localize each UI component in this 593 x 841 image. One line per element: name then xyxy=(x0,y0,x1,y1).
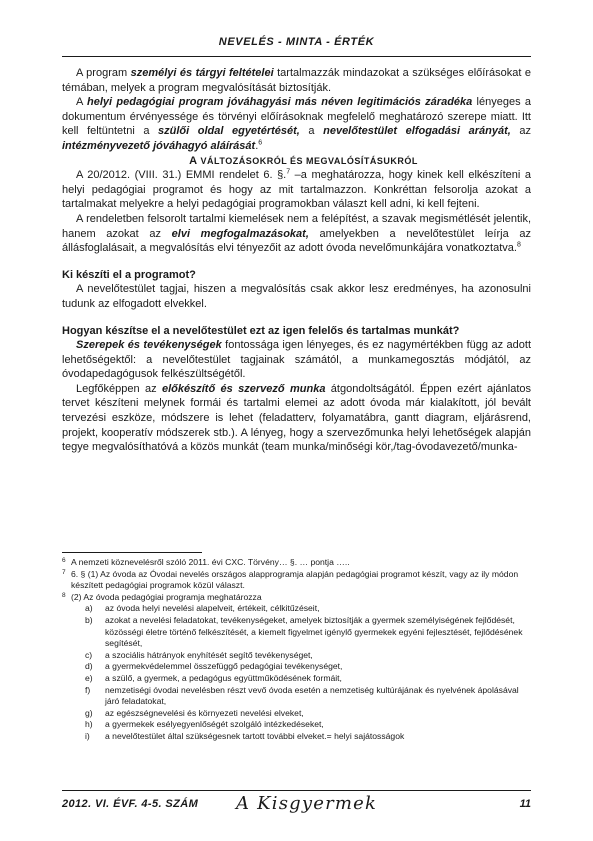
footnote-text: A nemzeti köznevelésről szóló 2011. évi CXC. Törvény… §. … pontja ….. xyxy=(71,557,350,567)
footnote-rule xyxy=(62,552,202,553)
footnote-ref[interactable]: 6 xyxy=(258,139,263,147)
list-item xyxy=(85,708,531,720)
list-text: a gyermekvédelemmel összefüggő pedagógiai tevékenységet, xyxy=(105,661,343,672)
list-text: az egészségnevelési és környezeti nevelési elveket, xyxy=(105,707,304,718)
text-run: . xyxy=(255,139,259,152)
footnote-ref[interactable]: 7 xyxy=(286,168,291,176)
paragraph-planning xyxy=(62,382,531,455)
list-marker: b) xyxy=(85,614,93,625)
text-run: Legfőképpen az xyxy=(76,382,162,395)
list-item xyxy=(85,650,531,662)
footnote-number: 7 xyxy=(62,568,66,576)
list-marker: c) xyxy=(85,649,93,660)
list-text: a szülő, a gyermek, a pedagógus együttműködésének formáit, xyxy=(105,672,342,683)
page-number: 11 xyxy=(519,798,531,810)
list-text: a szociális hátrányok enyhítését segítő tevékenységet, xyxy=(105,649,313,660)
paragraph-who: A nevelőtestület tagjai, hiszen a megvalósítás csak akkor lesz eredményes, ha azonosulni tudunk az elfogadott elvekkel. xyxy=(62,283,531,310)
section-heading xyxy=(62,154,531,169)
list-text: a nevelőtestület által szükségesnek tartott további elveket.= helyi sajátosságok xyxy=(105,730,405,741)
journal-title: A Kisgyermek xyxy=(236,793,378,814)
list-marker: g) xyxy=(85,707,93,718)
list-marker: f) xyxy=(85,684,91,695)
text-run: lényeges a dokumentum érvényessége és törvényi előírásoknak megfelelő meghatározó szerepe miatt. Itt kell feltüntetni a xyxy=(62,96,531,138)
paragraph-roles xyxy=(62,338,531,382)
emphasis: elvi megfogalmazásokat, xyxy=(171,227,309,240)
footnote-text: 6. § (1) Az óvoda az Óvodai nevelés országos alapprogramja alapján pedagógiai programot készít, vagy az ily módon készített pedagógiai programok közül választ. xyxy=(71,568,519,591)
running-header: NEVELÉS - MINTA - ÉRTÉK xyxy=(218,36,375,48)
text-run: A xyxy=(76,96,88,109)
footer-rule xyxy=(62,790,531,791)
footnote-6 xyxy=(62,557,531,569)
question-heading-how: Hogyan készítse el a nevelőtestület ezt az igen felelős és tartalmas munkát? xyxy=(62,324,460,337)
footnote-number: 8 xyxy=(62,591,66,599)
footnotes xyxy=(62,557,531,743)
text-run: tartalmazzák mindazokat a szükséges előírásokat e témában, melyek a program megvalósítását biztosítják. xyxy=(62,67,531,94)
emphasis: előkészítő és szervező munka xyxy=(161,382,326,395)
list-marker: e) xyxy=(85,672,93,683)
header-rule xyxy=(62,56,531,57)
issue-label: 2012. VI. ÉVF. 4-5. SZÁM xyxy=(62,798,199,810)
footnote-number: 6 xyxy=(62,557,66,564)
paragraph-principles xyxy=(62,212,531,256)
list-text: a gyermekek esélyegyenlőségét szolgáló intézkedéseket, xyxy=(105,719,324,730)
emphasis: személyi és tárgyi feltételei xyxy=(130,67,274,79)
emphasis: intézményvezető jóváhagyó aláírását xyxy=(62,139,256,152)
list-marker: i) xyxy=(85,730,90,741)
list-marker: h) xyxy=(85,719,93,730)
text-run: fontossága igen lényeges, és ez nagymértékben függ az adott lehetőségektől: a nevelőtestület tagjainak számától, a munkamegosztás módjától, az óvodapedagógusok felkészültségétől. xyxy=(62,339,531,381)
text-run: –a meghatározza, hogy kinek kell elkészíteni a helyi pedagógiai programot és hogy az mit tartalmazzon. Konkréttan felsorolja azokat a tartalmakat melyekre a helyi pedagógiai programokban választ kell adni, ki kell fejteni. xyxy=(62,169,531,211)
emphasis: nevelőtestület elfogadási arányát, xyxy=(323,125,511,138)
list-text: azokat a nevelési feladatokat, tevékenységeket, amelyek biztosítják a gyermek személyiségének fejlődését, közösségi életre történő felkészítését, a kiemelt figyelmet igénylő gyermekek egyéni fejlesztését, fejlődésének segítését, xyxy=(105,614,523,649)
list-item xyxy=(85,661,531,673)
text-run: A program xyxy=(76,67,131,79)
list-item xyxy=(85,615,531,650)
footnote-text: (2) Az óvoda pedagógiai programja meghatározza xyxy=(71,591,262,602)
list-text: az óvoda helyi nevelési alapelveit, értékeit, célkitűzéseit, xyxy=(105,603,320,614)
footnote-8 xyxy=(62,592,531,743)
text-run: A rendeletben felsorolt tartalmi kiemelések nem a felépítést, a szavak megismétlését jelentik, hanem azokat az xyxy=(62,212,531,240)
emphasis: szülői oldal egyetértését, xyxy=(158,125,300,138)
list-item xyxy=(85,673,531,685)
emphasis: helyi pedagógiai program jóváhagyási más néven legitimációs záradéka xyxy=(87,96,473,109)
list-marker: d) xyxy=(85,661,93,672)
list-item xyxy=(85,603,531,615)
list-marker: a) xyxy=(85,603,93,614)
list-text: nemzetiségi óvodai nevelésben részt vevő óvoda esetén a nemzetiség kultúrájának és nyelvének ápolásával járó feladatokat, xyxy=(105,684,519,707)
text-run: A 20/2012. (VIII. 31.) EMMI rendelet 6. §. xyxy=(76,169,287,182)
text-run: a xyxy=(299,125,324,138)
emphasis: Szerepek és tevékenységek xyxy=(76,339,222,352)
footnote-7 xyxy=(62,569,531,592)
list-item xyxy=(85,731,531,743)
list-item xyxy=(85,685,531,708)
text-run: átgondoltságától. Éppen ezért ajánlatos tervet készíteni melynek formái és tartalmi elemei az adott óvoda már kialakított, jól bevált tervezési eszköze, módszere is lehet (feladatterv, folyamatábra, gantt diagram, eljárásrend, projekt, kooperatív módszerek stb.). A lényeg, hogy a szervezőmunka helyi lehetőségek alapján tegye megvalósíthatóvá a közös munkát (team munka/minőségi kör,/tag-óvodavezető/munka- xyxy=(62,382,531,454)
paragraph-legitimation xyxy=(62,95,531,153)
footnote-ref[interactable]: 8 xyxy=(516,241,521,249)
article-body xyxy=(62,66,531,455)
section-heading-rest: VÁLTOZÁSOKRÓL ÉS MEGVALÓSÍTÁSUKRÓL xyxy=(197,155,418,166)
list-item xyxy=(85,719,531,731)
text-run: amelyekben a nevelőtestület leírja az állásfoglalásait, a megvalósítás elvi tényezőit az adott óvoda nevelőmunkájára vonatkoztatva. xyxy=(62,227,531,255)
section-heading-cap: A xyxy=(189,154,198,167)
question-heading-who: Ki készíti el a programot? xyxy=(62,268,196,281)
paragraph-decree xyxy=(62,168,531,212)
text-run: az xyxy=(510,125,531,138)
paragraph-conditions xyxy=(62,66,531,95)
footnote-list xyxy=(71,603,531,742)
